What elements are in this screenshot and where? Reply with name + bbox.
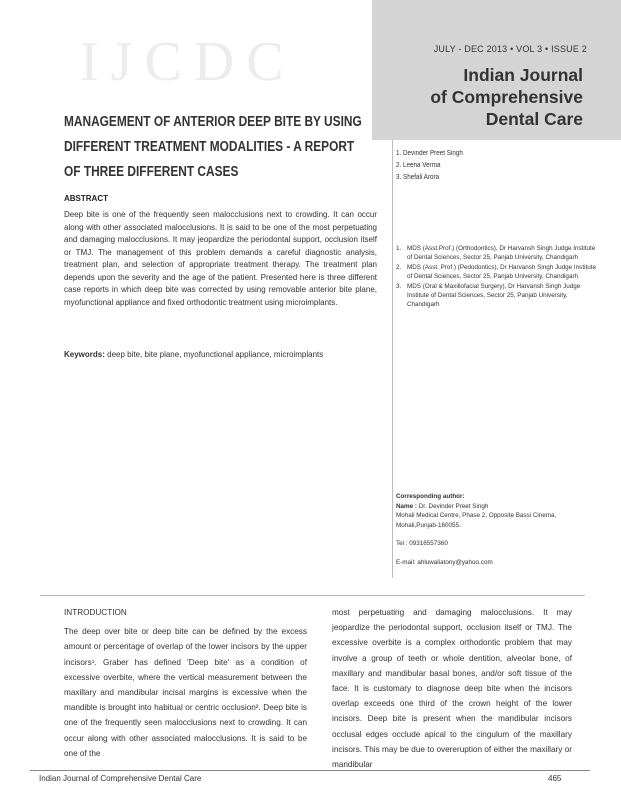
abstract-text: Deep bite is one of the frequently seen malocclusions next to crowding. It can occur along with other associated malocclusions. It is said to be one of the most perpetuating and damaging malocclusions. It may jeopardize the periodontal support, occlusion itself or TMJ. The management of this problem demands a careful diagnostic analysis, treatment plan, and selection of appropriate treatment therapy. The treatment plan depends upon the severity and the age of the patient. Presented here is three different case reports in which deep bite was corrected by using removable anterior bite plane, myofunctional appliance and fixed orthodontic treatment using microimplants. [64, 210, 377, 307]
affiliation-list [396, 244, 601, 310]
author-item: 2. Leena Verma [396, 162, 441, 169]
affiliation-text: MDS (Asst. Prof.) (Pedodontics), Dr Harvansh Singh Judge Institute of Dental Sciences, Sector 25, Panjab University, Chandigarh [407, 264, 596, 280]
corresponding-heading: Corresponding author: [396, 493, 465, 500]
journal-name [430, 64, 583, 130]
keywords-label: Keywords: [64, 350, 105, 359]
body-column-right: most perpetuating and damaging malocclusions. It may jeopardize the periodontal support, occlusion itself or TMJ. The excessive overbite is a complex orthodontic problem that may involve a group of teeth or whole dentition, alveolar bone, of maxillary and mandibular basal bones, and/or soft tissue of the face. It is customary to diagnose deep bite when the incisors overlap exceeds one third of the crown height of the lower incisors. Deep bite is present when the mandibular incisors occlusal edges occlude apical to the cingulum of the maxillary incisors. This may be due to overeruption of either the maxillary or mandibular [332, 608, 572, 770]
corresponding-name: Dr. Devinder Preet Singh [417, 502, 489, 510]
journal-name-line-3: Dental Care [485, 109, 583, 129]
section-divider [40, 595, 585, 596]
keywords-text: deep bite, bite plane, myofunctional appliance, microimplants [104, 350, 324, 359]
email: E-mail: ahluwaliatony@yahoo.com [396, 558, 493, 566]
affiliation-number: 1. [396, 245, 402, 252]
corresponding-author [396, 492, 606, 567]
affiliation-text: MDS (Asst.Prof.) (Orthodontics), Dr Harvansh Singh Judge Institute of Dental Sciences, Sector 25, Panjab University, Chandigarh [407, 245, 596, 261]
affiliation-item [396, 263, 601, 281]
affiliation-text: MDS (Oral & Maxillofacial Surgery), Dr Harvansh Singh Judge Institute of Dental Sciences, Sector 25, Panjab University, Chandigarh [407, 283, 581, 308]
body-column-left [64, 605, 307, 761]
telephone: Tel : 09316557360 [396, 540, 448, 547]
journal-watermark: IJCDC [80, 31, 296, 93]
author-list [396, 148, 463, 184]
introduction-text-left: The deep over bite or deep bite can be defined by the excess amount or percentage of overlap of the lower incisors by the upper incisors¹. Graber has defined 'Deep bite' as a condition of excessive overbite, where the vertical measurement between the maxillary and mandibular incisal margins is excessive when the mandible is brought into habitual or centric occlusion². Deep bite is one of the frequently seen malocclusions next to crowding. It can occur along with other associated malocclusions. It is said to be one of the [64, 627, 307, 758]
abstract-heading: ABSTRACT [64, 194, 108, 203]
article-title: MANAGEMENT OF ANTERIOR DEEP BITE BY USING DIFFERENT TREATMENT MODALITIES - A REPORT OF THREE DIFFERENT CASES [64, 114, 362, 180]
address-line-1: Mohali Medical Centre, Phase 2, Opposite Bassi Cinema, [396, 512, 557, 519]
footer-journal: Indian Journal of Comprehensive Dental Care [39, 774, 202, 783]
affiliation-item [396, 282, 601, 309]
footer-rule [30, 770, 590, 771]
affiliation-number: 2. [396, 264, 402, 271]
name-label: Name : [396, 502, 417, 510]
journal-name-line-1: Indian Journal [463, 65, 583, 85]
column-divider [392, 140, 393, 578]
journal-name-line-2: of Comprehensive [430, 87, 583, 107]
address-line-2: Mohali,Punjab-160055. [396, 521, 461, 529]
issue-info: JULY - DEC 2013 • VOL 3 • ISSUE 2 [433, 44, 587, 54]
author-item: 1. Devinder Preet Singh [396, 150, 463, 157]
keywords [64, 350, 323, 359]
page-number: 465 [548, 774, 562, 783]
author-item: 3. Shefali Arora [396, 174, 440, 181]
affiliation-item [396, 244, 601, 262]
affiliation-number: 3. [396, 283, 402, 290]
introduction-heading: INTRODUCTION [64, 608, 127, 617]
